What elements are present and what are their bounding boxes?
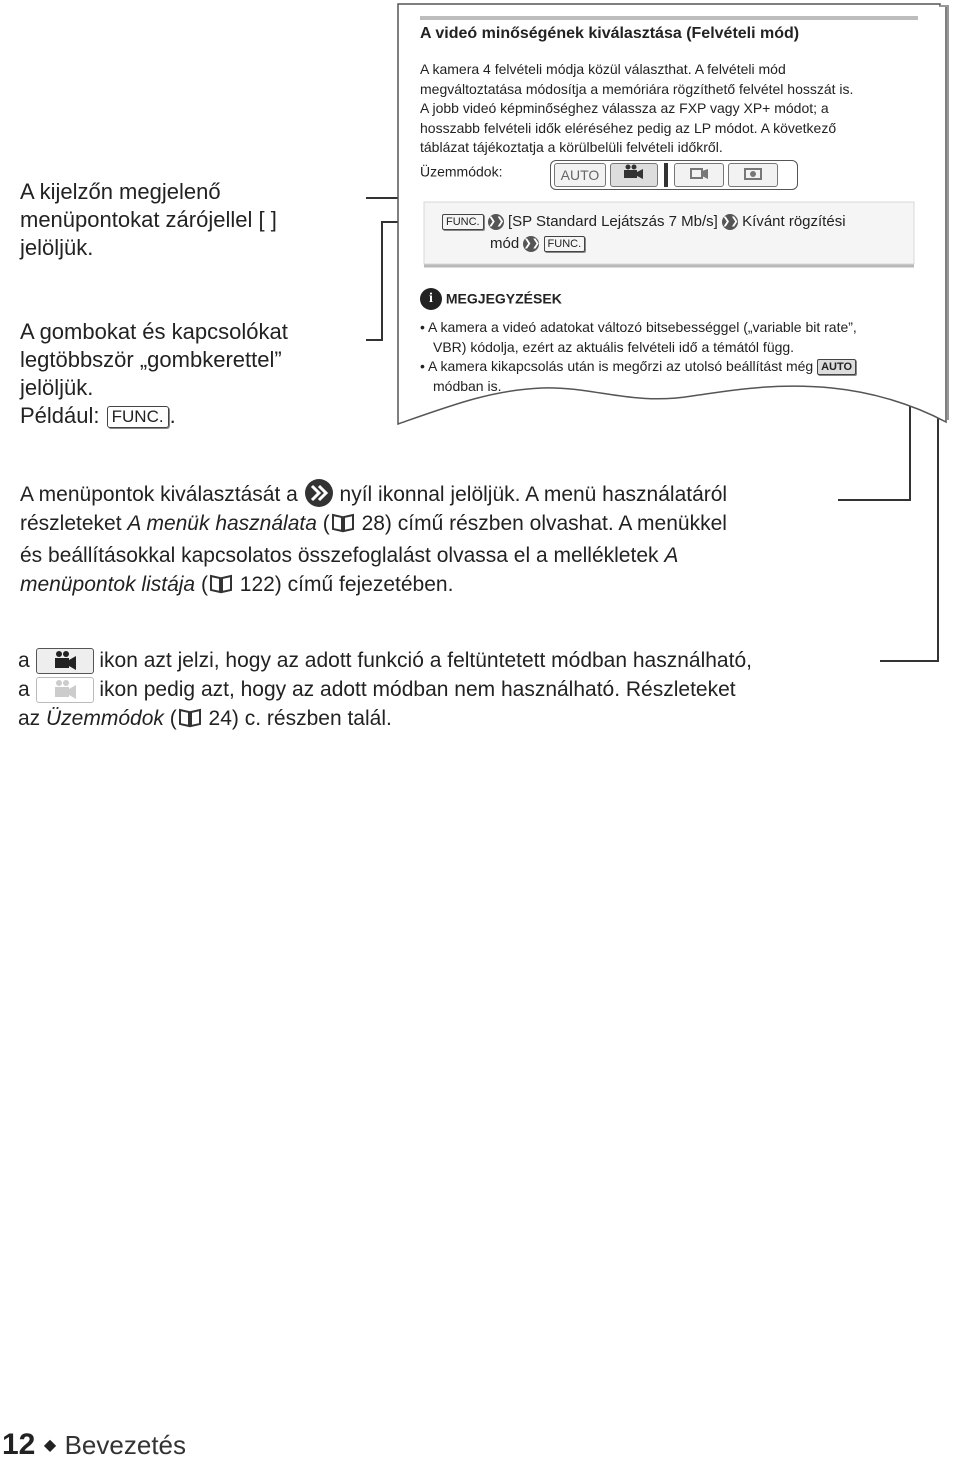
note-text: módban is. — [433, 377, 502, 394]
intro-line: A kamera 4 felvételi módja közül választhat. A felvételi mód — [420, 61, 786, 77]
arrow-paragraph — [20, 478, 727, 602]
mode-playback-video-icon — [674, 163, 724, 187]
text-span: részleteket — [20, 512, 128, 535]
intro-line: hosszabb felvételi idők eléréséhez pedig az LP módot. A következő — [420, 119, 837, 136]
text-span: A menüpontok kiválasztását a — [20, 483, 298, 506]
note-text: A kamera kikapcsolás után is megőrzi az utolsó beállítást még — [428, 358, 814, 374]
mode-divider — [664, 163, 668, 187]
auto-mode-key: AUTO — [817, 359, 856, 375]
reference-title: A — [664, 544, 679, 567]
diamond-icon: ◆ — [43, 1437, 57, 1454]
book-icon — [177, 707, 203, 736]
text-span: ( — [163, 707, 177, 730]
mode-photo-icon — [728, 163, 778, 187]
note-item-cont — [420, 338, 857, 358]
text-span: ( — [195, 573, 208, 596]
mode-icon-paragraph — [18, 646, 752, 736]
camera-mode-active-icon — [36, 648, 94, 674]
button-frame-note — [20, 318, 288, 430]
note-line: A gombokat és kapcsolókat — [20, 319, 288, 344]
example-suffix: . — [169, 403, 176, 428]
note-text: A kamera a videó adatokat változó bitsebességgel („variable bit rate”, — [428, 319, 857, 335]
camera-mode-inactive-icon — [36, 677, 94, 703]
note-line: menüpontokat zárójellel [ ] — [20, 207, 277, 232]
func-key-example: FUNC. — [107, 406, 169, 428]
menu-item-bracket: [SP Standard Lejátszás 7 Mb/s] — [507, 213, 718, 230]
text-span: című részben olvashat. A menükkel — [391, 512, 727, 535]
example-prefix: Például: — [20, 403, 100, 428]
text-span: ikon azt jelzi, hogy az adott funkció a feltüntetett módban használható, — [99, 649, 752, 672]
info-icon: i — [420, 288, 442, 310]
text-span: az — [18, 707, 47, 730]
paragraph-line — [20, 541, 727, 570]
reference-title: A menük használata — [127, 512, 317, 535]
book-icon — [330, 512, 356, 541]
text-span: című fejezetében. — [281, 573, 454, 596]
notes-list — [420, 318, 857, 396]
text-span: ( — [316, 512, 330, 535]
note-item: • A kamera kikapcsolás után is megőrzi az utolsó beállítást még AUTO — [420, 357, 857, 377]
mode-auto: AUTO — [554, 163, 606, 187]
text-span: és beállításokkal kapcsolatos összefoglalást olvassa el a mellékletek — [20, 544, 665, 567]
paragraph-line — [18, 704, 752, 736]
text-span: a — [18, 678, 30, 701]
manual-page-excerpt — [398, 4, 953, 404]
intro-line: táblázat tájékoztatja a körülbelüli felvételi időkről. — [420, 139, 723, 155]
note-item: • A kamera a videó adatokat változó bitsebességgel („variable bit rate”, — [420, 319, 857, 335]
func-key: FUNC. — [544, 236, 586, 252]
note-line: jelöljük. — [20, 235, 94, 260]
example-line — [20, 402, 288, 430]
paragraph-line — [20, 478, 727, 509]
section-name: Bevezetés — [64, 1430, 186, 1460]
text-span: ikon pedig azt, hogy az adott módban nem használható. Részleteket — [99, 678, 736, 701]
arrow-icon: ❯❯ — [722, 214, 738, 230]
func-path-line2 — [490, 234, 585, 254]
text-span: c. részben talál. — [238, 707, 392, 730]
modes-label: Üzemmódok: — [420, 163, 503, 180]
notes-header — [420, 288, 562, 310]
note-text: VBR) kódolja, ezért az aktuális felvételi idő a témától függ. — [433, 338, 795, 355]
func-target-cont: mód — [490, 235, 520, 252]
func-key: FUNC. — [442, 214, 484, 230]
intro-text — [420, 60, 853, 158]
reference-title: Üzemmódok — [46, 707, 164, 730]
page-footer — [2, 1428, 186, 1462]
text-span: nyíl ikonnal jelöljük. A menü használatáról — [339, 483, 728, 506]
intro-line: A jobb videó képminőséghez válassza az FXP vagy XP+ módot; a — [420, 100, 829, 116]
arrow-icon: ❯❯ — [523, 236, 539, 252]
paragraph-line — [18, 675, 752, 704]
paragraph-line — [20, 509, 727, 541]
double-arrow-icon — [304, 478, 334, 508]
note-line: jelöljük. — [20, 375, 94, 400]
mode-camera-icon — [610, 163, 658, 187]
arrow-icon: ❯❯ — [488, 214, 504, 230]
note-line: A kijelzőn megjelenő — [20, 179, 221, 204]
mode-buttons — [550, 160, 798, 190]
book-icon — [208, 573, 234, 602]
section-title: A videó minőségének kiválasztása (Felvételi mód) — [420, 25, 800, 42]
intro-line: megváltoztatása módosítja a memóriára rögzíthető felvétel hosszát is. — [420, 80, 854, 97]
notes-title: MEGJEGYZÉSEK — [445, 290, 562, 307]
reference-title: menüpontok listája — [20, 573, 196, 596]
modes-row — [420, 162, 502, 192]
menu-bracket-note — [20, 178, 277, 262]
page-number: 12 — [2, 1428, 36, 1461]
func-target: Kívánt rögzítési — [742, 213, 846, 230]
paragraph-line — [20, 570, 727, 602]
page-ref[interactable]: 28) — [355, 512, 392, 535]
page-ref[interactable]: 122) — [233, 573, 282, 596]
note-line: legtöbbször „gombkerettel” — [20, 347, 282, 372]
page-ref[interactable]: 24) — [202, 707, 239, 730]
paragraph-line — [18, 646, 752, 675]
note-item-cont — [420, 377, 857, 397]
text-span: a — [18, 649, 30, 672]
func-path-line1 — [442, 212, 846, 232]
